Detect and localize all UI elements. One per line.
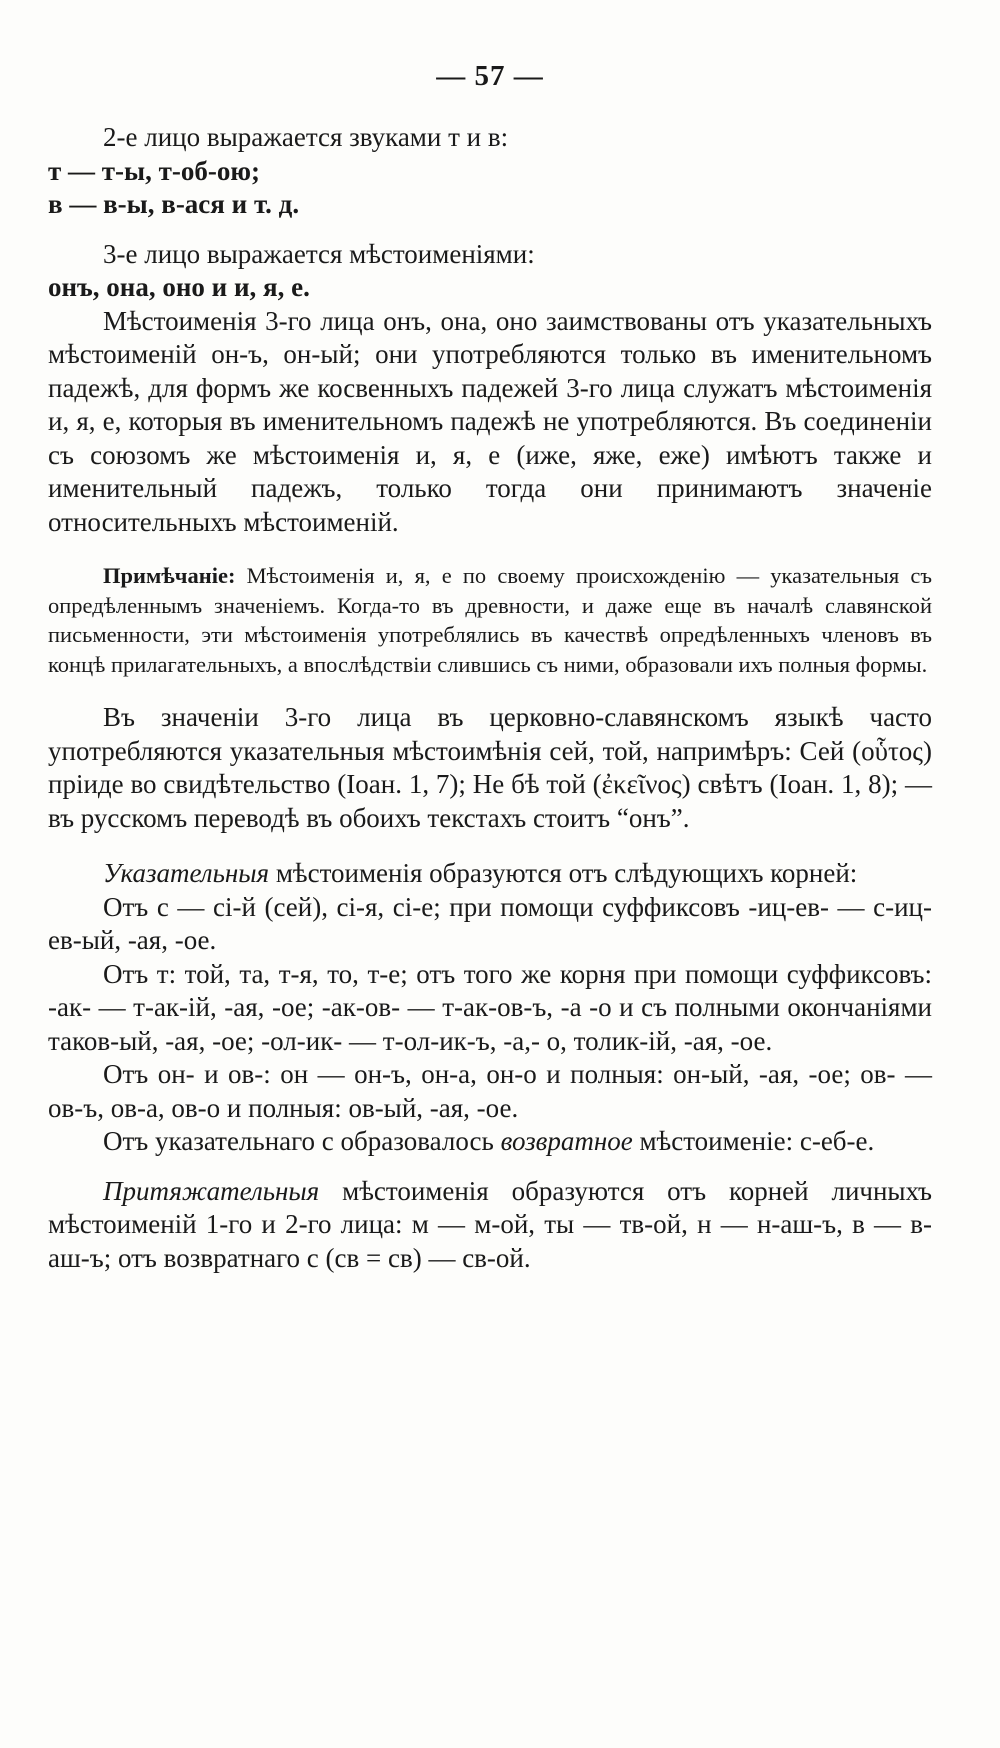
line-v-forms: в — в-ы, в-ася и т. д. [48, 189, 300, 219]
paragraph-root-t: Отъ т: той, та, т-я, то, т-е; отъ того же корня при помощи суффиксовъ: -ак- — т-ак-ій, -ая, -ое; -ак-ов- — т-ак-ов-ъ, -а -о и съ полными окончаніями таков-ый, -ая, -ое; -ол-ик- — т-ол-ик-ъ, -а,- о, толик-ій, -ая, -ое. [48, 958, 932, 1056]
paragraph-root-s: Отъ с — сі-й (сей), сі-я, сі-е; при помощи суффиксовъ -иц-ев- — с-иц-ев-ый, -ая, -ое. [48, 891, 932, 955]
note-label: Примѣчаніе: [103, 563, 236, 588]
line-third-person-forms: онъ, она, оно и и, я, е. [48, 272, 310, 302]
possessive-text: мѣстоименія образуются отъ корней личныхъ мѣстоименій 1-го и 2-го лица: м — м-ой, ты — тв-ой, н — н-аш-ъ, в — в-аш-ъ; отъ возвратнаго с (св = св) — св-ой. [48, 1175, 932, 1273]
page-number: — 57 — [436, 60, 544, 92]
paragraph-root-on-ov: Отъ он- и ов-: он — он-ъ, он-а, он-о и полныя: он-ый, -ая, -ое; ов- — ов-ъ, ов-а, ов-о и полныя: ов-ый, -ая, -ое. [48, 1059, 932, 1123]
reflexive-text-a: Отъ указательнаго с образовалось [103, 1126, 494, 1156]
reflexive-term: возвратное [500, 1126, 633, 1156]
line-t-forms: т — т-ы, т-об-ою; [48, 155, 260, 186]
paragraph-church-slavonic: Въ значеніи 3-го лица въ церковно-славянскомъ языкѣ часто употребляются указательныя мѣстоимѣнія сей, той, напримѣръ: Сей (οὗτος) пріиде во свидѣтельство (Іоан. 1, 7); Не бѣ той (ἐκεῖνος) свѣтъ (Іоан. 1, 8); — въ русскомъ переводѣ въ обоихъ текстахъ стоитъ “онъ”. [48, 702, 932, 833]
page [48, 60, 932, 1275]
paragraph-possessive [48, 1175, 932, 1276]
demonstrative-term: Указательныя [103, 858, 270, 888]
paragraph-third-person-explanation: Мѣстоименія 3-го лица онъ, она, оно заимствованы отъ указательныхъ мѣстоименій он-ъ, он-ый; они употребляются только въ именительномъ падежѣ, для формъ же косвенныхъ падежей 3-го лица служатъ мѣстоименія и, я, е, которыя въ именительномъ падежѣ не употребляются. Въ соединеніи съ союзомъ же мѣстоименія и, я, е (иже, яже, еже) имѣютъ также и именительный падежъ, только тогда они принимаютъ значеніе относительныхъ мѣстоименій. [48, 305, 932, 537]
paragraph-demonstrative [48, 857, 932, 891]
paragraph-second-person: 2-е лицо выражается звуками т и в: [103, 122, 509, 152]
demonstrative-text: мѣстоименія образуются отъ слѣдующихъ корней: [275, 858, 858, 888]
reflexive-text-b: мѣстоименіе: с-еб-е. [639, 1126, 875, 1156]
note-paragraph [48, 561, 932, 679]
paragraph-third-person: 3-е лицо выражается мѣстоименіями: [103, 238, 535, 269]
possessive-term: Притяжательныя [103, 1175, 320, 1206]
note-text: Мѣстоименія и, я, е по своему происхожденію — указательныя съ опредѣленнымъ значеніемъ. Когда-то въ древности, и даже еще въ началѣ славянской письменности, эти мѣстоименія употреблялись въ качествѣ опредѣленныхъ членовъ въ концѣ прилагательныхъ, а впослѣдствіи слившись съ ними, образовали ихъ полныя формы. [48, 563, 932, 677]
paragraph-reflexive [48, 1125, 932, 1159]
